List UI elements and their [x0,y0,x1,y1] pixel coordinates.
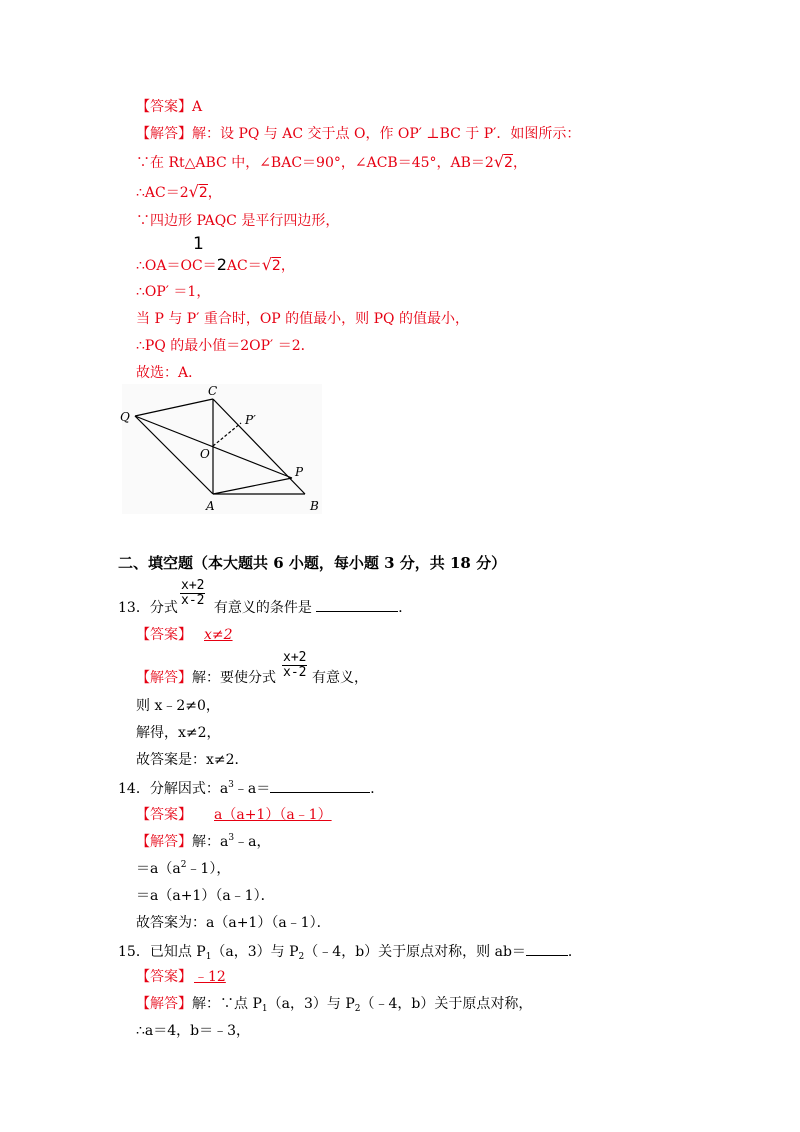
stem-text: ． [567,944,582,960]
exponent: 3 [228,780,234,790]
solution-text: ， [280,258,295,274]
q12-answer-line [136,98,202,116]
label-B: B [310,499,319,513]
fraction-denominator: x-2 [283,665,307,680]
solution-text: ﹣a， [234,834,271,850]
stem-text: （﹣4，b）关于原点对称，则 ab＝ [304,944,526,960]
stem-text: ． [398,600,413,616]
q14-solution-line2 [136,860,230,878]
subscript: 2 [298,952,305,962]
solution-tag: 【解答】 [136,834,192,850]
q13-stem [118,597,412,617]
sqrt-radicand: 2 [198,185,208,201]
q12-solution-line9: 故选：A． [136,365,203,381]
label-Pprime: P′ [245,413,256,427]
label-C: C [208,384,218,398]
q12-solution-line2 [136,153,527,172]
solution-text: 有意义， [312,670,368,686]
solution-tag: 【解答】 [136,670,192,686]
solution-text: ﹣1）， [186,861,231,877]
sqrt-symbol: √ [188,182,199,201]
answer-tag: 【答案】 [136,627,192,643]
answer-blank [270,778,370,793]
q12-solution-line6: ∴OP′ ＝1， [136,284,211,300]
solution-text: ， [207,185,222,201]
q12-solution-line3 [136,183,222,202]
subscript: 1 [261,1004,268,1014]
answer-tag: 【答案】 [136,99,192,115]
solution-text: 解：a [192,834,229,850]
stem-text: ﹣a＝ [233,781,271,797]
answer-tag: 【答案】 [136,807,192,823]
answer-blank [526,941,568,956]
fraction-numerator: x+2 [181,578,205,593]
exponent: 2 [180,860,187,870]
solution-text: 解：∵点 P [192,996,262,1012]
sqrt-symbol: √ [493,152,505,171]
stem-text: 13．分式 [118,600,178,616]
label-Q: Q [120,410,130,424]
fraction-denominator: x-2 [181,593,205,608]
stem-text: 15．已知点 P [118,944,206,960]
solution-text: ∴OA＝OC＝ [136,258,217,274]
solution-tag: 【解答】 [136,126,192,142]
q14-answer-line [136,806,344,824]
q15-solution-line1 [136,995,532,1013]
answer-blank [316,597,398,612]
solution-text: ， [512,155,527,171]
answer-value: A [192,99,203,115]
exponent: 3 [228,833,235,843]
half-denominator: 2 [216,255,227,274]
answer-tag: 【答案】 [136,969,192,985]
label-A: A [206,499,215,513]
stem-text: 有意义的条件是 [213,600,312,616]
subscript: 2 [354,1004,361,1014]
label-O: O [200,447,210,461]
fraction-numerator: x+2 [283,650,307,665]
q14-solution-line4: 故答案为：a（a+1）（a﹣1）． [136,915,331,931]
q14-solution-line3: ＝a（a+1）（a﹣1）． [136,888,275,904]
solution-text: ∴AC＝2 [136,185,189,201]
stem-text: 14．分解因式：a [118,781,229,797]
q13-solution-line4: 故答案是：x≠2． [136,752,249,768]
q15-solution-line2: ∴a＝4，b＝﹣3， [136,1023,251,1039]
q12-solution-line4: ∵四边形 PAQC 是平行四边形， [136,213,340,229]
q13-solution-line3: 解得，x≠2， [136,725,221,741]
solution-text: ＝a（a [136,861,181,877]
section-title: 二、填空题（本大题共 6 小题，每小题 3 分，共 18 分） [118,554,507,572]
q12-solution-line5 [136,256,295,275]
half-numerator: 1 [193,234,204,254]
q15-stem [118,941,582,961]
q13-answer-line [136,626,243,644]
solution-text: （a，3）与 P [267,996,355,1012]
solution-text: 解：设 PQ 与 AC 交于点 O，作 OP′ ⊥BC 于 P′．如图所示： [192,126,581,142]
answer-value: a（a+1）（a﹣1） [214,807,332,823]
q15-answer-line [136,968,226,986]
subscript: 1 [205,952,212,962]
solution-tag: 【解答】 [136,996,192,1012]
solution-text: （﹣4，b）关于原点对称， [360,996,533,1012]
q14-solution-line1 [136,833,270,851]
sqrt-symbol: √ [261,255,272,274]
label-P: P [295,465,304,479]
solution-text: 解：要使分式 [192,670,276,686]
parallelogram-figure [112,380,332,520]
q13-solution-line1 [136,669,368,687]
q14-stem [118,778,384,798]
q12-solution-line8: ∴PQ 的最小值＝2OP′ ＝2． [136,338,315,354]
solution-text: ∵在 Rt△ABC 中，∠BAC＝90°，∠ACB＝45°，AB＝2 [136,155,494,171]
stem-text: （a，3）与 P [211,944,299,960]
solution-text: AC＝ [226,258,262,274]
q12-solution-line7: 当 P 与 P′ 重合时，OP 的值最小，则 PQ 的值最小， [136,311,469,327]
q13-solution-line2: 则 x﹣2≠0， [136,698,220,714]
stem-text: ． [370,781,385,797]
answer-value: ﹣12 [194,969,226,985]
answer-value: x≠2 [204,627,233,643]
sqrt-radicand: 2 [271,258,281,274]
sqrt-radicand: 2 [504,155,513,171]
q12-solution-line1 [136,125,580,143]
